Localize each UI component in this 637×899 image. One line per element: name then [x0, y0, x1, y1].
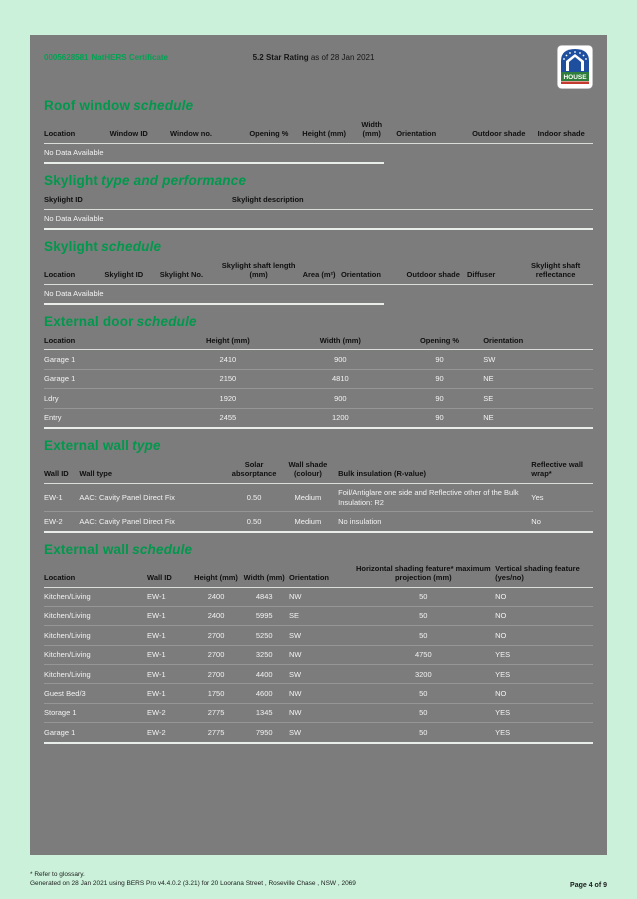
column-header: Window ID — [110, 118, 170, 143]
table-cell: Kitchen/Living — [44, 665, 147, 684]
column-header: Height (mm) — [193, 562, 244, 587]
table-cell: 50 — [356, 684, 496, 703]
column-header: Height (mm) — [175, 334, 285, 350]
table-cell: 5995 — [243, 606, 289, 625]
table-row — [44, 587, 593, 606]
column-header: Wall ID — [44, 458, 79, 483]
table-row — [44, 389, 593, 408]
column-header: Area (m²) — [301, 259, 341, 284]
table-cell: 900 — [285, 389, 400, 408]
table-cell: EW-1 — [147, 645, 193, 664]
table-cell: 4750 — [356, 645, 496, 664]
column-header: Outdoor shade — [472, 118, 538, 143]
table-cell: Yes — [531, 483, 593, 512]
table-cell: SW — [289, 626, 355, 645]
certificate-number: 0005628581 — [44, 53, 89, 62]
table-cell: SE — [289, 606, 355, 625]
column-header: Opening % — [400, 334, 483, 350]
table-cell: NO — [495, 606, 593, 625]
table-cell: Kitchen/Living — [44, 626, 147, 645]
table-cell: 4600 — [243, 684, 289, 703]
table-cell: Medium — [294, 516, 322, 526]
footer-generation-info: Generated on 28 Jan 2021 using BERS Pro v4.4.0.2 (3.21) for 20 Loorana Street , Roseville Chase , NSW , 2069 — [30, 880, 356, 888]
table-cell: SE — [483, 389, 593, 408]
table-cell: Ldry — [44, 389, 175, 408]
section-roof-window-schedule — [44, 98, 593, 164]
table-cell: 4810 — [285, 369, 400, 388]
table-cell: SW — [483, 350, 593, 369]
table-row — [44, 606, 593, 625]
page-number: Page 4 of 9 — [570, 882, 607, 889]
column-header: Orientation — [341, 259, 407, 284]
table-row — [44, 626, 593, 645]
table-cell: NO — [495, 626, 593, 645]
table-cell: EW-1 — [147, 606, 193, 625]
table-row — [44, 645, 593, 664]
table-row — [44, 703, 593, 722]
table-bottom-rule — [44, 531, 593, 533]
table-cell: EW-1 — [147, 684, 193, 703]
table-cell: Garage 1 — [44, 369, 175, 388]
table-cell: 50 — [356, 703, 496, 722]
column-header: Opening % — [241, 118, 301, 143]
table-cell: 2150 — [175, 369, 285, 388]
column-header: Horizontal shading feature* maximum projection (mm) — [356, 562, 496, 587]
column-header: Bulk insulation (R-value) — [338, 458, 531, 483]
table-cell: EW-1 — [44, 483, 79, 512]
table-cell: 1920 — [175, 389, 285, 408]
table-cell: NE — [483, 369, 593, 388]
table-cell: AAC: Cavity Panel Direct Fix — [79, 516, 175, 526]
table-cell: No insulation — [338, 516, 382, 526]
column-header: Height (mm) — [301, 118, 351, 143]
table-cell: 90 — [435, 413, 444, 422]
table-cell: YES — [495, 703, 593, 722]
table-bottom-rule — [44, 303, 384, 305]
table-cell: AAC: Cavity Panel Direct Fix — [79, 483, 230, 512]
column-header: Width (mm) — [351, 118, 396, 143]
column-header: Location — [44, 562, 147, 587]
section-heading: External door schedule — [44, 314, 197, 329]
section-external-wall-schedule — [44, 542, 593, 744]
table-bottom-rule — [44, 427, 593, 429]
column-header: Skylight No. — [160, 259, 220, 284]
column-header: Skylight shaft length (mm) — [220, 259, 301, 284]
table-cell: Guest Bed/3 — [44, 684, 147, 703]
nathers-house-logo-icon — [557, 45, 593, 89]
column-header: Skylight description — [232, 193, 593, 209]
table-cell: 3200 — [356, 665, 496, 684]
table-cell: EW-2 — [44, 516, 63, 526]
column-header: Skylight shaft reflectance — [522, 259, 593, 284]
table-cell: 2455 — [219, 413, 237, 422]
table-row — [44, 408, 593, 427]
table-cell: 90 — [400, 389, 483, 408]
column-header: Location — [44, 118, 110, 143]
table-cell: Foil/Antiglare one side and Reflective other of the Bulk Insulation: R2 — [338, 483, 531, 512]
table-cell: NW — [289, 684, 355, 703]
table-cell: 2775 — [207, 727, 225, 737]
table-cell: 2700 — [193, 626, 244, 645]
table-row — [44, 483, 593, 512]
table-cell: Entry — [44, 413, 62, 422]
table-cell: 2400 — [193, 606, 244, 625]
section-skylight-type — [44, 173, 593, 230]
table-cell: 4843 — [243, 587, 289, 606]
section-heading: External wall type — [44, 437, 161, 453]
external-wall-schedule-table — [44, 562, 593, 742]
column-header: Location — [44, 334, 175, 350]
table-cell: 0.50 — [246, 516, 262, 526]
data-table — [44, 458, 593, 531]
table-cell: 90 — [400, 369, 483, 388]
table-cell: 50 — [419, 727, 428, 737]
table-cell: YES — [495, 645, 593, 664]
table-bottom-rule — [44, 742, 593, 744]
table-cell: Garage 1 — [44, 727, 76, 737]
column-header: Orientation — [483, 334, 593, 350]
column-header: Outdoor shade — [407, 259, 467, 284]
table-cell: 1750 — [193, 684, 244, 703]
certificate-title — [44, 45, 253, 62]
svg-text:HOUSE: HOUSE — [563, 74, 587, 81]
footer-glossary-note: * Refer to glossary. — [30, 870, 85, 878]
table-cell: 50 — [356, 626, 496, 645]
table-cell: 90 — [400, 350, 483, 369]
table-cell: 2775 — [193, 703, 244, 722]
page-footer — [30, 870, 607, 890]
table-cell: 900 — [285, 350, 400, 369]
table-cell: YES — [495, 727, 511, 737]
column-header: Orientation — [289, 562, 355, 587]
table-cell: Kitchen/Living — [44, 645, 147, 664]
section-external-door-schedule — [44, 314, 593, 429]
column-header: Skylight ID — [104, 259, 159, 284]
table-cell: YES — [495, 665, 593, 684]
table-cell: No — [531, 516, 541, 526]
table-cell: NE — [483, 413, 494, 422]
section-heading: Skylight type and performance — [44, 173, 247, 189]
column-header: Wall type — [79, 458, 230, 483]
table-row — [44, 512, 593, 531]
section-skylight-schedule — [44, 239, 593, 305]
section-external-wall-type — [44, 438, 593, 533]
table-row — [44, 665, 593, 684]
table-row — [44, 684, 593, 703]
column-header: Indoor shade — [538, 118, 593, 143]
table-row — [44, 369, 593, 388]
footer-generated-text — [30, 870, 356, 890]
data-table — [44, 334, 593, 427]
column-header: Window no. — [170, 118, 241, 143]
roof-window-table — [44, 118, 593, 162]
certificate-name: NatHERS Certificate — [91, 53, 168, 62]
section-heading: Skylight schedule — [44, 238, 162, 254]
column-header: Location — [44, 259, 104, 284]
table-cell: Medium — [282, 483, 338, 512]
column-header: Wall ID — [147, 562, 193, 587]
skylight-schedule-table — [44, 259, 593, 303]
no-data-row: No Data Available — [44, 289, 104, 299]
table-cell: 1345 — [243, 703, 289, 722]
column-header: Width (mm) — [243, 562, 289, 587]
column-header: Orientation — [396, 118, 472, 143]
skylight-type-table — [44, 193, 593, 228]
certificate-card — [30, 35, 607, 855]
table-cell: SW — [289, 727, 302, 737]
table-cell: NW — [289, 587, 355, 606]
external-wall-type-table — [44, 458, 593, 531]
data-table — [44, 193, 593, 228]
table-cell: 1200 — [331, 413, 349, 422]
table-cell: 2700 — [193, 645, 244, 664]
column-header: Width (mm) — [285, 334, 400, 350]
table-cell: Storage 1 — [44, 703, 147, 722]
table-cell: NO — [495, 684, 593, 703]
card-header — [44, 45, 593, 89]
table-cell: NW — [289, 645, 355, 664]
table-cell: 50 — [356, 606, 496, 625]
table-cell: 5250 — [243, 626, 289, 645]
table-cell: EW-1 — [147, 665, 193, 684]
data-table — [44, 259, 593, 303]
no-data-row: No Data Available — [44, 148, 104, 158]
table-cell: SW — [289, 665, 355, 684]
table-cell: NO — [495, 587, 593, 606]
table-cell: EW-2 — [147, 703, 193, 722]
table-cell: Garage 1 — [44, 350, 175, 369]
table-cell: 2410 — [175, 350, 285, 369]
column-header: Solar absorptance — [231, 458, 282, 483]
section-heading: External wall schedule — [44, 541, 193, 557]
external-door-table — [44, 334, 593, 427]
table-cell: 4400 — [243, 665, 289, 684]
table-cell: 2700 — [193, 665, 244, 684]
table-cell: EW-2 — [147, 727, 166, 737]
table-cell: 50 — [356, 587, 496, 606]
table-cell: Kitchen/Living — [44, 587, 147, 606]
column-header: Wall shade (colour) — [282, 458, 338, 483]
column-header: Skylight ID — [44, 193, 232, 209]
data-table — [44, 562, 593, 742]
table-cell: Kitchen/Living — [44, 606, 147, 625]
table-cell: 7950 — [255, 727, 273, 737]
table-cell: 2400 — [193, 587, 244, 606]
table-bottom-rule — [44, 228, 593, 230]
table-row — [44, 350, 593, 369]
no-data-row: No Data Available — [44, 214, 104, 223]
table-cell: 3250 — [243, 645, 289, 664]
star-rating-text: 5.2 Star Rating as of 28 Jan 2021 — [252, 53, 375, 62]
table-cell: EW-1 — [147, 626, 193, 645]
section-heading: Roof window schedule — [44, 98, 194, 113]
table-row — [44, 723, 593, 742]
table-cell: EW-1 — [147, 587, 193, 606]
column-header: Reflective wall wrap* — [531, 458, 593, 483]
column-header: Diffuser — [467, 259, 522, 284]
table-cell: 0.50 — [231, 483, 282, 512]
column-header: Vertical shading feature (yes/no) — [495, 562, 593, 587]
table-bottom-rule — [44, 162, 384, 164]
data-table — [44, 118, 593, 162]
table-cell: NW — [289, 703, 355, 722]
